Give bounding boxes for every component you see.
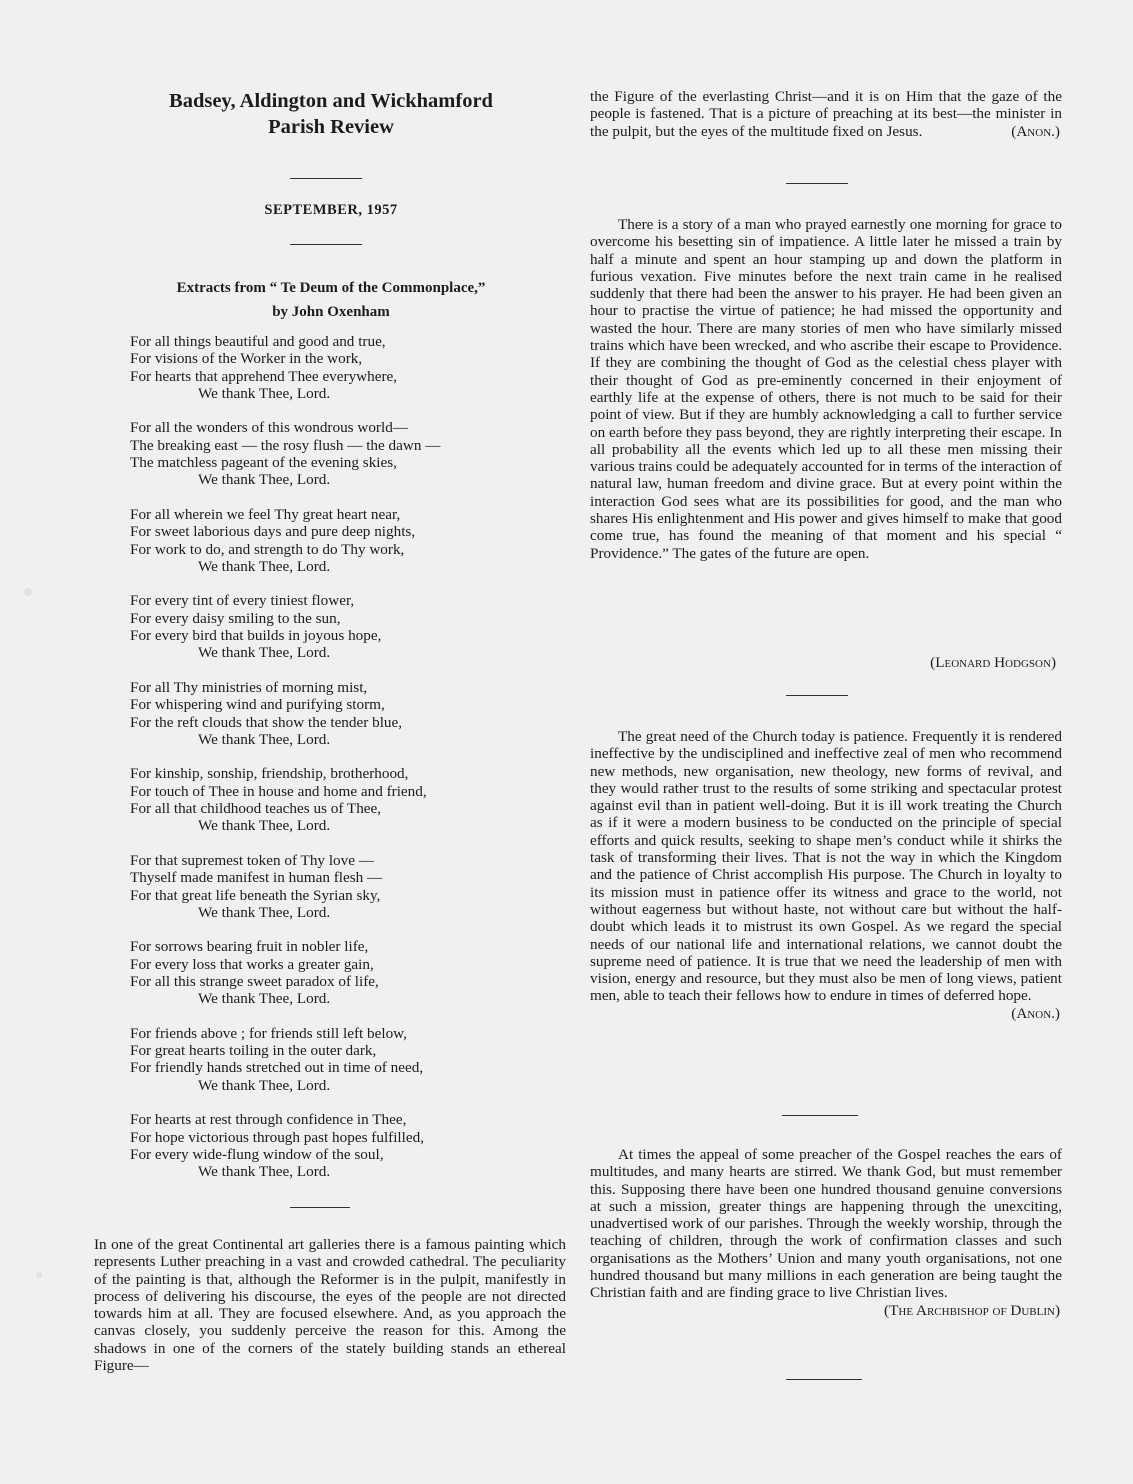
poem-line: For great hearts toiling in the outer dark, [130, 1042, 377, 1060]
poem-line: For work to do, and strength to do Thy work, [130, 540, 405, 558]
poem-refrain: We thank Thee, Lord. [198, 990, 331, 1008]
poem-line: For whispering wind and purifying storm, [130, 696, 385, 714]
poem-stanza [130, 1025, 570, 1094]
poem-stanza [130, 419, 570, 488]
divider-rule [290, 1207, 350, 1208]
poem-line: For that supremest token of Thy love — [130, 851, 374, 869]
issue-date: SEPTEMBER, 1957 [264, 202, 398, 218]
conversions-text: At times the appeal of some preacher of the Gospel reaches the ears of multitudes, and many hearts are stirred. We thank God, but must remember this. Supposing there have been one hundred thousand genuine conversions at such a mission, greater things are happening through the unexciting, unadvertised work of our parishes. Through the weekly worship, through the teaching of children, through the work of confirmation classes and such organisations as the Mothers’ Union and many youth organisations, not one hundred thousand but many millions in each generation are being taught the Christian faith and are finding grace to live Christian lives. [590, 1146, 1062, 1302]
poem-refrain: We thank Thee, Lord. [198, 1076, 331, 1094]
poem-line: For all this strange sweet paradox of life, [130, 972, 379, 990]
divider-rule [786, 183, 848, 184]
masthead-title-line1: Badsey, Aldington and Wickhamford [169, 90, 493, 112]
poem-refrain: We thank Thee, Lord. [198, 730, 331, 748]
poem-stanza [130, 679, 570, 748]
poem-line: For sorrows bearing fruit in nobler life, [130, 938, 369, 956]
patience-text: The great need of the Church today is patience. Frequently it is rendered ineffective by the undisciplined and ineffective zeal of men who recommend new methods, new organisation, new theology, new forms of revival, and they would rather trust to the results of some striking and spectacular protest against evil than in patient well-doing. But it is ill work treating the Church as if it were a modern business to be conducted on the principle of special efforts and quick results, seeking to shape men’s conduct while it shirks the task of transforming their lives. That is not the way in which the Kingdom and the patience of Christ accomplish His purpose. The Church in loyalty to its mission must in patience offer its witness and grace to the world, not without eagerness but without haste, not without care but without the half-doubt which leads it to mistrust its own Gospel. As we regard the special needs of our national life and international relations, we cannot doubt the supreme need of patience. It is true that we need the leadership of men with vision, energy and resource, but they must also be men of long views, patient men, able to teach their fellows how to endure in times of deferred hope. [590, 728, 1062, 1005]
conversions-paragraph [590, 1146, 1062, 1319]
poem-refrain: We thank Thee, Lord. [198, 471, 331, 489]
poem-stanza [130, 765, 570, 834]
poem-line: For the reft clouds that show the tender blue, [130, 713, 403, 731]
poem-line: For every daisy smiling to the sun, [130, 609, 341, 627]
poem-line: For every tint of every tiniest flower, [130, 592, 355, 610]
luther-continued-paragraph [590, 88, 1062, 140]
luther-painting-paragraph: In one of the great Continental art galleries there is a famous painting which represents Luther preaching in a vast and crowded cathedral. The peculiarity of the painting is that, although the Reformer is in the pulpit, manifestly in process of delivering his discourse, the eyes of the people are not directed towards him at all. They are focused elsewhere. And, as you approach the canvas closely, you suddenly perceive the reason for this. Among the shadows in one of the corners of the stately building stands an ethereal Figure— [94, 1236, 566, 1375]
poem-line: For kinship, sonship, friendship, brotherhood, [130, 765, 409, 783]
extract-heading: Extracts from “ Te Deum of the Commonplace,” [176, 280, 486, 296]
poem-stanza [130, 1111, 570, 1180]
poem-line: For hearts that apprehend Thee everywhere, [130, 367, 398, 385]
missed-train-attribution: (Leonard Hodgson) [930, 654, 1056, 671]
divider-rule [786, 1379, 862, 1380]
missed-train-paragraph: There is a story of a man who prayed earnestly one morning for grace to overcome his besetting sin of impatience. A little later he missed a train by half a minute and spent an hour stamping up and down the platform in furious vexation. Five minutes before the next train came in he realised suddenly that there had been the answer to his prayer. He had been given an hour to practise the virtue of patience; he had missed the opportunity and wasted the hour. There are many stories of men who have similarly missed trains which have been wrecked, and who ascribe their escape to Providence. If they are combining the thought of God as the celestial chess player with their thought of God as pre-eminently concerned in their enjoyment of earthly life at the expense of others, there is not much to be said for their point of view. But if they are humbly acknowledging a call to further service on earth before they pass beyond, they are rightly interpreting their escape. In all probability all the events which led up to all these men missing their various trains could be adequately accounted for in terms of the interaction of natural law, human freedom and divine grace. But at every point within the interaction God sees what are its possibilities for good, and the man who shares His enlightenment and His power and gives himself to make that good come true, has found the meaning of that moment and his special “ Providence.” The gates of the future are open. [590, 216, 1062, 562]
divider-rule [782, 1115, 858, 1116]
poem-line: For all things beautiful and good and true, [130, 333, 386, 350]
poem-line: For every bird that builds in joyous hope, [130, 627, 382, 645]
luther-attribution: (Anon.) [1011, 122, 1060, 140]
poem-refrain: We thank Thee, Lord. [198, 817, 331, 835]
scan-mark [24, 588, 32, 596]
poem-line: For all Thy ministries of morning mist, [130, 678, 368, 696]
poem [130, 333, 570, 1198]
poem-refrain: We thank Thee, Lord. [198, 1163, 331, 1181]
poem-line: For that great life beneath the Syrian sky, [130, 886, 381, 904]
poem-stanza [130, 592, 570, 661]
poem-stanza [130, 506, 570, 575]
poem-line: For all the wonders of this wondrous world— [130, 419, 408, 437]
extract-author: by John Oxenham [272, 304, 390, 320]
poem-line: For touch of Thee in house and home and friend, [130, 782, 427, 800]
patience-paragraph [590, 728, 1062, 1022]
poem-refrain: We thank Thee, Lord. [198, 384, 331, 402]
poem-line: The matchless pageant of the evening skies, [130, 454, 397, 472]
patience-attribution: (Anon.) [1011, 1004, 1060, 1022]
conversions-attribution: (The Archbishop of Dublin) [884, 1301, 1060, 1319]
poem-line: For friendly hands stretched out in time of need, [130, 1059, 424, 1077]
masthead-title-line2: Parish Review [268, 116, 394, 138]
poem-line: Thyself made manifest in human flesh — [130, 869, 383, 887]
poem-refrain: We thank Thee, Lord. [198, 903, 331, 921]
poem-stanza [130, 333, 570, 402]
poem-line: For sweet laborious days and pure deep nights, [130, 523, 416, 541]
poem-line: For hope victorious through past hopes fulfilled, [130, 1128, 425, 1146]
poem-stanza [130, 852, 570, 921]
poem-line: For friends above ; for friends still left below, [130, 1024, 407, 1042]
poem-line: For every loss that works a greater gain, [130, 955, 374, 973]
extract-heading-block [94, 276, 568, 324]
poem-stanza [130, 938, 570, 1007]
scan-mark [36, 1272, 42, 1278]
divider-rule [786, 695, 848, 696]
luther-continued-text: the Figure of the everlasting Christ—and it is on Him that the gaze of the people is fastened. That is a picture of preaching at its best—the minister in the pulpit, but the eyes of the multitude fixed on Jesus. [590, 88, 1062, 140]
poem-line: For every wide-flung window of the soul, [130, 1145, 384, 1163]
poem-line: The breaking east — the rosy flush — the dawn — [130, 436, 441, 454]
poem-line: For visions of the Worker in the work, [130, 350, 363, 368]
poem-line: For all wherein we feel Thy great heart near, [130, 505, 401, 523]
poem-refrain: We thank Thee, Lord. [198, 557, 331, 575]
poem-refrain: We thank Thee, Lord. [198, 644, 331, 662]
divider-rule [290, 244, 362, 245]
divider-rule [290, 178, 362, 179]
masthead-title [94, 88, 568, 140]
poem-line: For all that childhood teaches us of Thee, [130, 800, 382, 818]
poem-line: For hearts at rest through confidence in Thee, [130, 1111, 407, 1129]
